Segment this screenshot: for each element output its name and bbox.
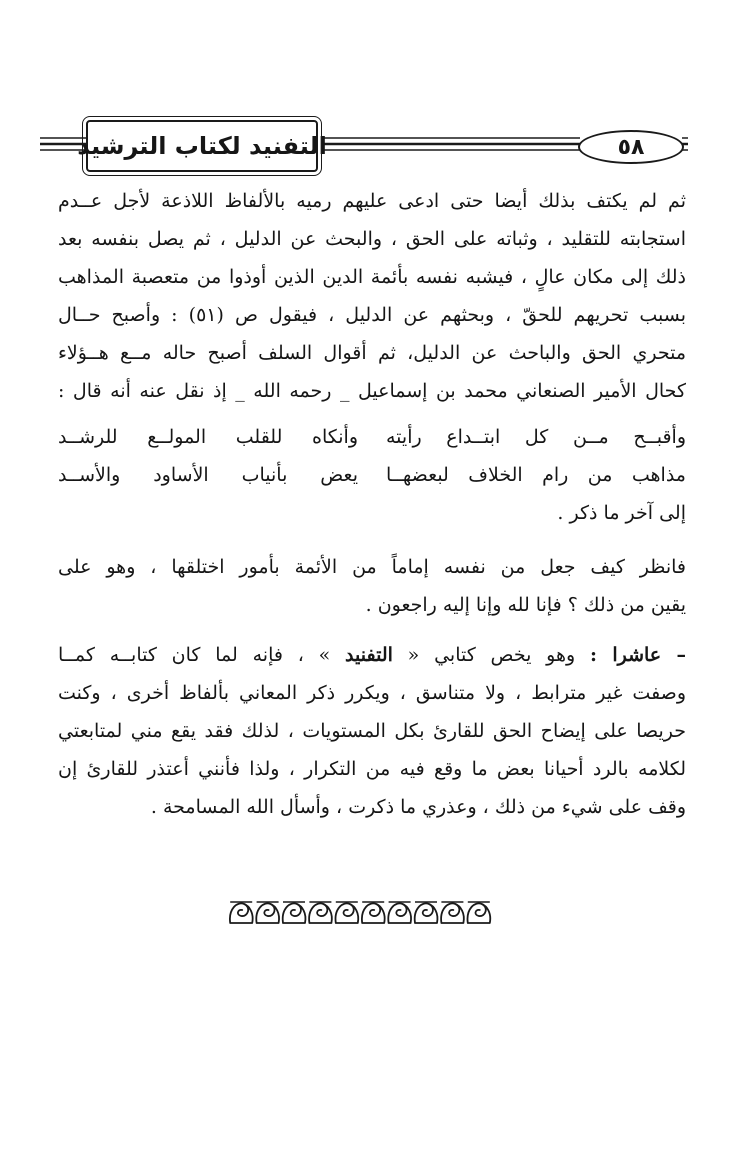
ornament-scroll-unit [362, 902, 385, 923]
ornament-scroll-unit [283, 902, 306, 923]
text-run: وهو يخص كتابي « [392, 644, 590, 666]
text-line: فانظر كيف جعل من نفسه إماماً من الأئمة بأمور اختلقها ، وهو على [58, 556, 686, 578]
page-header [40, 112, 688, 180]
ornament-scroll-unit [441, 902, 464, 923]
text-line: كحال الأمير الصنعاني محمد بن إسماعيل _ رحمه الله _ إذ نقل عنه أنه قال : [58, 380, 686, 402]
paragraph-2 [58, 548, 686, 624]
ornament-scroll-unit [336, 902, 359, 923]
paragraph-3 [58, 636, 686, 826]
ornament-scroll-unit [415, 902, 438, 923]
verse-first-hemistich: مذاهب من رام الخلاف لبعضهــا [386, 464, 686, 486]
page-number-oval [578, 130, 684, 164]
verse-first-hemistich: وأقبــح مــن كل ابتــداع رأيته [386, 426, 686, 448]
verse-row [58, 418, 686, 456]
decorative-scroll-border-icon [228, 893, 492, 931]
poetry-verses [58, 418, 686, 532]
verse-second-hemistich: وأنكاه للقلب المولــع للرشــد [58, 426, 358, 448]
book-title-emphasis: التفنيد [345, 644, 393, 666]
ornament-scroll-unit [256, 902, 279, 923]
text-line: وصفت غير مترابط ، ولا متناسق ، ويكرر ذكر المعاني بألفاظ أخرى ، وكنت [58, 682, 686, 704]
text-line: وقف على شيء من ذلك ، وعذري ما ذكرت ، وأسأل الله المسامحة . [150, 796, 686, 818]
verse-continuation-note: إلى آخر ما ذكر . [557, 502, 686, 524]
ornament-scroll-unit [388, 902, 411, 923]
text-line: ذلك إلى مكان عالٍ ، فيشبه نفسه بأئمة الدين الذين أوذوا من متعصبة المذاهب [58, 266, 686, 288]
running-title: التفنيد لكتاب الترشيد [77, 132, 327, 160]
ornament-scroll-unit [468, 902, 491, 923]
ornament-scroll-unit [309, 902, 332, 923]
text-line: بسبب تحريهم للحقّ ، وبحثهم عن الدليل ، فيقول ص (٥١) : وأصبح حــال [58, 304, 686, 326]
text-run: » ، فإنه لما كان كتابــه كمــا [58, 644, 346, 666]
paragraph-1 [58, 182, 686, 410]
verse-row [58, 456, 686, 494]
text-line: ثم لم يكتف بذلك أيضا حتى ادعى عليهم رميه بالألفاظ اللاذعة لأجل عــدم [58, 190, 686, 212]
text-line: استجابته للتقليد ، وثباته على الحق ، والبحث عن الدليل ، ثم يصل بنفسه بعد [58, 228, 686, 250]
point-heading: – عاشرا : [589, 644, 686, 666]
text-line [58, 636, 686, 674]
ornament-scroll-unit [230, 902, 253, 923]
text-line: متحري الحق والباحث عن الدليل، ثم أقوال السلف أصبح حاله مــع هــؤلاء [58, 342, 686, 364]
text-line: يقين من ذلك ؟ فإنا لله وإنا إليه راجعون . [365, 594, 686, 616]
text-line: لكلامه بالرد أحيانا بعض ما وقع فيه من التكرار ، ولذا فأنني أعتذر للقارئ إن [58, 758, 686, 780]
running-title-box [77, 120, 327, 172]
verse-second-hemistich: يعض بأنياب الأساود والأســد [58, 464, 358, 486]
text-line: حريصا على إيضاح الحق للقارئ بكل المستويات ، لذلك فقد يقع مني لمتابعتي [58, 720, 686, 742]
page-number: ٥٨ [617, 134, 645, 160]
